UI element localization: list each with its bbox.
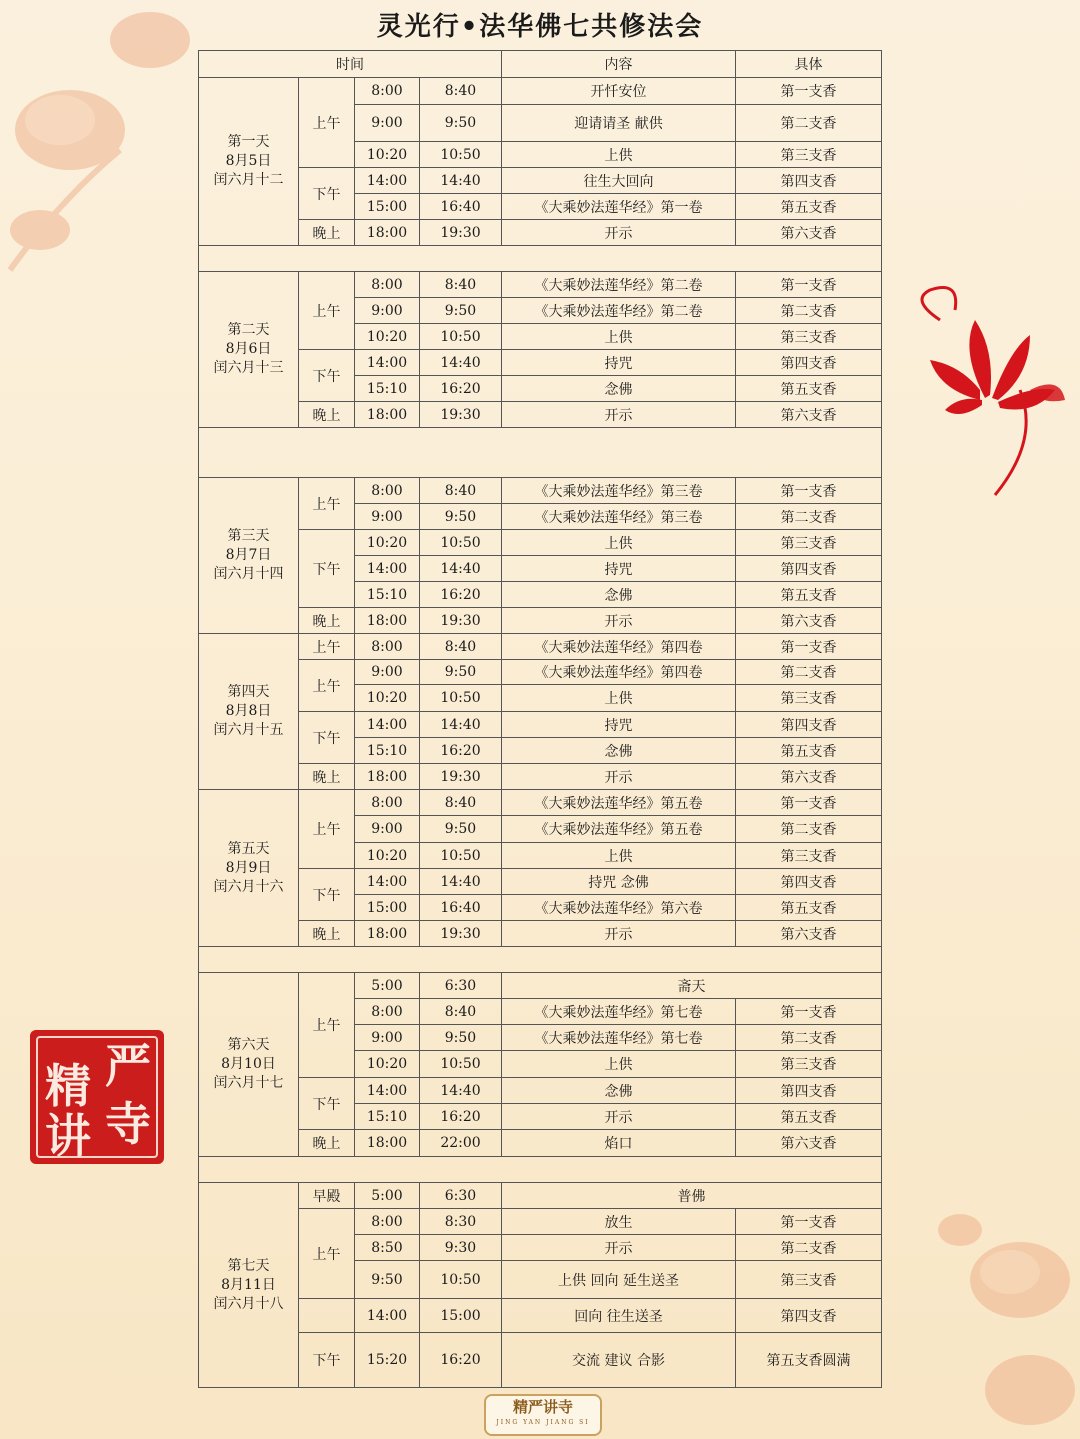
day-label-line: 闰六月十五: [213, 722, 284, 738]
end-time-cell: 19:30: [420, 608, 502, 634]
day-label-line: 8月7日: [225, 547, 272, 563]
table-row: [199, 1130, 882, 1157]
end-time-cell: 16:20: [420, 582, 502, 608]
day-label-line: 8月11日: [221, 1276, 276, 1293]
end-time-cell: 10:50: [420, 530, 502, 556]
end-time-cell: 10:50: [420, 843, 502, 869]
header-time: 时间: [199, 51, 502, 78]
spacer-row: [199, 246, 882, 272]
seal-char: 严: [105, 1039, 151, 1093]
content-cell: 念佛: [502, 1078, 736, 1104]
detail-cell: 第五支香: [736, 738, 882, 764]
start-time-cell: 18:00: [355, 402, 420, 428]
content-cell: 念佛: [502, 376, 736, 402]
day-label-line: 第三天: [227, 528, 270, 544]
end-time-cell: 16:20: [420, 1104, 502, 1130]
start-time-cell: 9:00: [355, 1025, 420, 1051]
day-label-line: 闰六月十八: [213, 1295, 284, 1312]
start-time-cell: 8:50: [355, 1235, 420, 1261]
end-time-cell: 16:20: [420, 1333, 502, 1388]
peony-decoration-bottom-right: [930, 1190, 1080, 1439]
end-time-cell: 10:50: [420, 685, 502, 712]
table-row: [199, 921, 882, 947]
start-time-cell: 18:00: [355, 608, 420, 634]
period-cell: 上午: [299, 78, 355, 168]
seal-char: 精: [45, 1059, 91, 1113]
start-time-cell: 5:00: [355, 973, 420, 999]
content-cell: 持咒: [502, 712, 736, 738]
period-cell: 晚上: [299, 220, 355, 246]
detail-cell: 第六支香: [736, 1130, 882, 1157]
end-time-cell: 16:40: [420, 895, 502, 921]
start-time-cell: 8:00: [355, 790, 420, 816]
period-cell: 上午: [299, 1209, 355, 1299]
period-cell: 上午: [299, 790, 355, 869]
table-row: [199, 790, 882, 816]
table-row: [199, 660, 882, 685]
content-cell: 开示: [502, 608, 736, 634]
start-time-cell: 15:10: [355, 376, 420, 402]
day-label-cell: [199, 973, 299, 1157]
period-cell: 上午: [299, 660, 355, 712]
detail-cell: 第三支香: [736, 1261, 882, 1299]
end-time-cell: 10:50: [420, 1051, 502, 1078]
detail-cell: 第六支香: [736, 402, 882, 428]
content-cell: 交流 建议 合影: [502, 1333, 736, 1388]
period-cell: 下午: [299, 350, 355, 402]
end-time-cell: 8:40: [420, 999, 502, 1025]
start-time-cell: 9:00: [355, 816, 420, 843]
end-time-cell: 14:40: [420, 1078, 502, 1104]
content-cell: 上供 回向 延生送圣: [502, 1261, 736, 1299]
start-time-cell: 9:00: [355, 660, 420, 685]
end-time-cell: 8:40: [420, 78, 502, 105]
content-cell: 《大乘妙法莲华经》第一卷: [502, 194, 736, 220]
content-cell: 开示: [502, 764, 736, 790]
period-cell: 下午: [299, 1333, 355, 1388]
content-cell: 《大乘妙法莲华经》第三卷: [502, 504, 736, 530]
end-time-cell: 8:40: [420, 478, 502, 504]
content-cell: 持咒 念佛: [502, 869, 736, 895]
content-cell: 开忏安位: [502, 78, 736, 105]
detail-cell: 第四支香: [736, 712, 882, 738]
table-row: [199, 973, 882, 999]
detail-cell: 第四支香: [736, 1078, 882, 1104]
detail-cell: 第三支香: [736, 142, 882, 168]
detail-cell: 第三支香: [736, 685, 882, 712]
day-label-line: 闰六月十七: [213, 1075, 284, 1091]
period-cell: 下午: [299, 530, 355, 608]
day-label-line: 8月10日: [221, 1056, 276, 1072]
content-cell: 持咒: [502, 350, 736, 376]
content-cell: 《大乘妙法莲华经》第六卷: [502, 895, 736, 921]
table-row: [199, 712, 882, 738]
start-time-cell: 14:00: [355, 168, 420, 194]
start-time-cell: 14:00: [355, 712, 420, 738]
end-time-cell: 19:30: [420, 921, 502, 947]
end-time-cell: 8:40: [420, 790, 502, 816]
detail-cell: 第一支香: [736, 78, 882, 105]
end-time-cell: 10:50: [420, 324, 502, 350]
end-time-cell: 14:40: [420, 712, 502, 738]
start-time-cell: 5:00: [355, 1183, 420, 1209]
start-time-cell: 14:00: [355, 1078, 420, 1104]
content-cell: 开示: [502, 402, 736, 428]
content-cell: 开示: [502, 1235, 736, 1261]
seal-char: 讲: [45, 1109, 91, 1163]
period-cell: [299, 1299, 355, 1333]
day-label-cell: [199, 478, 299, 634]
start-time-cell: 14:00: [355, 350, 420, 376]
end-time-cell: 16:40: [420, 194, 502, 220]
content-cell: 上供: [502, 685, 736, 712]
period-cell: 下午: [299, 869, 355, 921]
content-cell: 《大乘妙法莲华经》第四卷: [502, 634, 736, 660]
content-cell: 回向 往生送圣: [502, 1299, 736, 1333]
detail-cell: 第一支香: [736, 790, 882, 816]
end-time-cell: 9:50: [420, 1025, 502, 1051]
day-label-line: 闰六月十三: [213, 360, 284, 376]
day-label-cell: [199, 634, 299, 790]
content-cell: 念佛: [502, 738, 736, 764]
lotus-icon: [900, 280, 1070, 505]
table-row: [199, 272, 882, 298]
start-time-cell: 18:00: [355, 921, 420, 947]
temple-logo: [484, 1394, 602, 1436]
table-row: [199, 1333, 882, 1388]
start-time-cell: 10:20: [355, 142, 420, 168]
period-cell: 晚上: [299, 921, 355, 947]
logo-text: 精严讲寺: [512, 1398, 573, 1416]
end-time-cell: 19:30: [420, 402, 502, 428]
day-label-line: 第六天: [227, 1037, 270, 1053]
day-label-line: 第五天: [227, 840, 270, 857]
start-time-cell: 18:00: [355, 1130, 420, 1157]
table-row: [199, 869, 882, 895]
day-label-cell: [199, 1183, 299, 1388]
content-cell: 《大乘妙法莲华经》第四卷: [502, 660, 736, 685]
start-time-cell: 8:00: [355, 272, 420, 298]
table-row: [199, 530, 882, 556]
start-time-cell: 9:00: [355, 504, 420, 530]
detail-cell: 第五支香: [736, 376, 882, 402]
content-cell: 《大乘妙法莲华经》第二卷: [502, 272, 736, 298]
day-label-cell: [199, 272, 299, 428]
seal-stamp: [30, 1030, 164, 1164]
day-label-line: 闰六月十四: [213, 566, 284, 582]
start-time-cell: 10:20: [355, 530, 420, 556]
day-label-line: 8月9日: [225, 859, 272, 876]
seal-char: 寺: [105, 1097, 151, 1151]
end-time-cell: 9:50: [420, 105, 502, 142]
end-time-cell: 10:50: [420, 142, 502, 168]
end-time-cell: 6:30: [420, 1183, 502, 1209]
period-cell: 下午: [299, 168, 355, 220]
end-time-cell: 9:50: [420, 816, 502, 843]
table-row: [199, 608, 882, 634]
end-time-cell: 14:40: [420, 168, 502, 194]
detail-cell: 第二支香: [736, 298, 882, 324]
day-label-line: 第四天: [227, 684, 270, 700]
start-time-cell: 8:00: [355, 1209, 420, 1235]
table-row: [199, 1209, 882, 1235]
day-label-cell: [199, 78, 299, 246]
content-cell: 《大乘妙法莲华经》第五卷: [502, 816, 736, 843]
end-time-cell: 9:30: [420, 1235, 502, 1261]
table-row: [199, 350, 882, 376]
detail-cell: 第二支香: [736, 105, 882, 142]
table-row: [199, 402, 882, 428]
content-cell: 《大乘妙法莲华经》第二卷: [502, 298, 736, 324]
detail-cell: 第五支香圆满: [736, 1333, 882, 1388]
content-cell: 迎请请圣 献供: [502, 105, 736, 142]
schedule-table: [198, 50, 882, 1388]
period-cell: 晚上: [299, 608, 355, 634]
content-cell: 开示: [502, 1104, 736, 1130]
detail-cell: 第五支香: [736, 895, 882, 921]
content-cell: 上供: [502, 1051, 736, 1078]
start-time-cell: 9:00: [355, 105, 420, 142]
start-time-cell: 10:20: [355, 1051, 420, 1078]
day-label-line: 8月6日: [225, 341, 272, 357]
content-cell: 往生大回向: [502, 168, 736, 194]
end-time-cell: 8:40: [420, 272, 502, 298]
detail-cell: 第四支香: [736, 556, 882, 582]
table-row: [199, 1078, 882, 1104]
content-cell: 上供: [502, 530, 736, 556]
start-time-cell: 8:00: [355, 999, 420, 1025]
start-time-cell: 15:10: [355, 582, 420, 608]
period-cell: 晚上: [299, 764, 355, 790]
end-time-cell: 19:30: [420, 764, 502, 790]
start-time-cell: 8:00: [355, 634, 420, 660]
spacer-cell: [199, 428, 882, 478]
table-row: [199, 1183, 882, 1209]
start-time-cell: 15:20: [355, 1333, 420, 1388]
end-time-cell: 9:50: [420, 660, 502, 685]
detail-cell: 第二支香: [736, 816, 882, 843]
detail-cell: 第二支香: [736, 1025, 882, 1051]
day-label-line: 闰六月十六: [213, 878, 284, 895]
table-row: [199, 478, 882, 504]
start-time-cell: 9:00: [355, 298, 420, 324]
end-time-cell: 14:40: [420, 556, 502, 582]
period-cell: 上午: [299, 634, 355, 660]
content-cell: 《大乘妙法莲华经》第七卷: [502, 999, 736, 1025]
start-time-cell: 10:20: [355, 843, 420, 869]
start-time-cell: 9:50: [355, 1261, 420, 1299]
content-cell: 持咒: [502, 556, 736, 582]
detail-cell: 第二支香: [736, 660, 882, 685]
end-time-cell: 10:50: [420, 1261, 502, 1299]
start-time-cell: 15:10: [355, 738, 420, 764]
content-cell: 《大乘妙法莲华经》第三卷: [502, 478, 736, 504]
table-body: [199, 78, 882, 1388]
end-time-cell: 8:30: [420, 1209, 502, 1235]
end-time-cell: 14:40: [420, 869, 502, 895]
start-time-cell: 14:00: [355, 869, 420, 895]
end-time-cell: 6:30: [420, 973, 502, 999]
detail-cell: 第五支香: [736, 194, 882, 220]
start-time-cell: 10:20: [355, 324, 420, 350]
spacer-row: [199, 428, 882, 478]
header-content: 内容: [502, 51, 736, 78]
content-cell: 放生: [502, 1209, 736, 1235]
detail-cell: 第四支香: [736, 168, 882, 194]
detail-cell: 第三支香: [736, 324, 882, 350]
start-time-cell: 18:00: [355, 764, 420, 790]
content-cell: 开示: [502, 220, 736, 246]
spacer-row: [199, 1157, 882, 1183]
spacer-cell: [199, 1157, 882, 1183]
table-row: [199, 764, 882, 790]
detail-cell: 第三支香: [736, 843, 882, 869]
content-cell: 上供: [502, 324, 736, 350]
end-time-cell: 8:40: [420, 634, 502, 660]
content-cell: 上供: [502, 142, 736, 168]
detail-cell: 第四支香: [736, 1299, 882, 1333]
table-row: [199, 634, 882, 660]
end-time-cell: 14:40: [420, 350, 502, 376]
start-time-cell: 14:00: [355, 556, 420, 582]
detail-cell: 第二支香: [736, 1235, 882, 1261]
content-cell: 《大乘妙法莲华经》第五卷: [502, 790, 736, 816]
period-cell: 下午: [299, 712, 355, 764]
end-time-cell: 16:20: [420, 376, 502, 402]
logo-subtext: JING YAN JIANG SI: [496, 1419, 590, 1426]
table-row: [199, 78, 882, 105]
period-cell: 上午: [299, 478, 355, 530]
start-time-cell: 8:00: [355, 478, 420, 504]
content-cell: 普佛: [502, 1183, 882, 1209]
period-cell: 晚上: [299, 402, 355, 428]
detail-cell: 第一支香: [736, 999, 882, 1025]
content-cell: 上供: [502, 843, 736, 869]
detail-cell: 第六支香: [736, 921, 882, 947]
detail-cell: 第五支香: [736, 582, 882, 608]
start-time-cell: 14:00: [355, 1299, 420, 1333]
content-cell: 开示: [502, 921, 736, 947]
day-label-line: 闰六月十二: [213, 172, 284, 188]
period-cell: 上午: [299, 272, 355, 350]
detail-cell: 第一支香: [736, 272, 882, 298]
start-time-cell: 8:00: [355, 78, 420, 105]
detail-cell: 第三支香: [736, 530, 882, 556]
detail-cell: 第三支香: [736, 1051, 882, 1078]
spacer-row: [199, 947, 882, 973]
detail-cell: 第一支香: [736, 634, 882, 660]
detail-cell: 第二支香: [736, 504, 882, 530]
day-label-line: 8月8日: [225, 703, 272, 719]
detail-cell: 第四支香: [736, 350, 882, 376]
period-cell: 下午: [299, 1078, 355, 1130]
table-header-row: [199, 51, 882, 78]
period-cell: 晚上: [299, 1130, 355, 1157]
detail-cell: 第六支香: [736, 764, 882, 790]
day-label-cell: [199, 790, 299, 947]
start-time-cell: 15:10: [355, 1104, 420, 1130]
day-label-line: 第七天: [227, 1257, 270, 1274]
day-label-line: 第一天: [227, 134, 270, 150]
content-cell: 念佛: [502, 582, 736, 608]
content-cell: 焰口: [502, 1130, 736, 1157]
end-time-cell: 22:00: [420, 1130, 502, 1157]
table-row: [199, 220, 882, 246]
table-row: [199, 168, 882, 194]
detail-cell: 第六支香: [736, 220, 882, 246]
content-cell: 《大乘妙法莲华经》第七卷: [502, 1025, 736, 1051]
end-time-cell: 9:50: [420, 504, 502, 530]
start-time-cell: 15:00: [355, 895, 420, 921]
end-time-cell: 19:30: [420, 220, 502, 246]
spacer-cell: [199, 246, 882, 272]
start-time-cell: 18:00: [355, 220, 420, 246]
period-cell: 早殿: [299, 1183, 355, 1209]
detail-cell: 第一支香: [736, 478, 882, 504]
content-cell: 斋天: [502, 973, 882, 999]
spacer-cell: [199, 947, 882, 973]
table-row: [199, 1299, 882, 1333]
detail-cell: 第六支香: [736, 608, 882, 634]
page-title: 灵光行•法华佛七共修法会: [376, 12, 704, 42]
end-time-cell: 16:20: [420, 738, 502, 764]
header-detail: 具体: [736, 51, 882, 78]
detail-cell: 第五支香: [736, 1104, 882, 1130]
detail-cell: 第一支香: [736, 1209, 882, 1235]
day-label-line: 第二天: [227, 322, 270, 338]
end-time-cell: 15:00: [420, 1299, 502, 1333]
start-time-cell: 15:00: [355, 194, 420, 220]
start-time-cell: 10:20: [355, 685, 420, 712]
period-cell: 上午: [299, 973, 355, 1078]
detail-cell: 第四支香: [736, 869, 882, 895]
end-time-cell: 9:50: [420, 298, 502, 324]
day-label-line: 8月5日: [225, 153, 272, 169]
